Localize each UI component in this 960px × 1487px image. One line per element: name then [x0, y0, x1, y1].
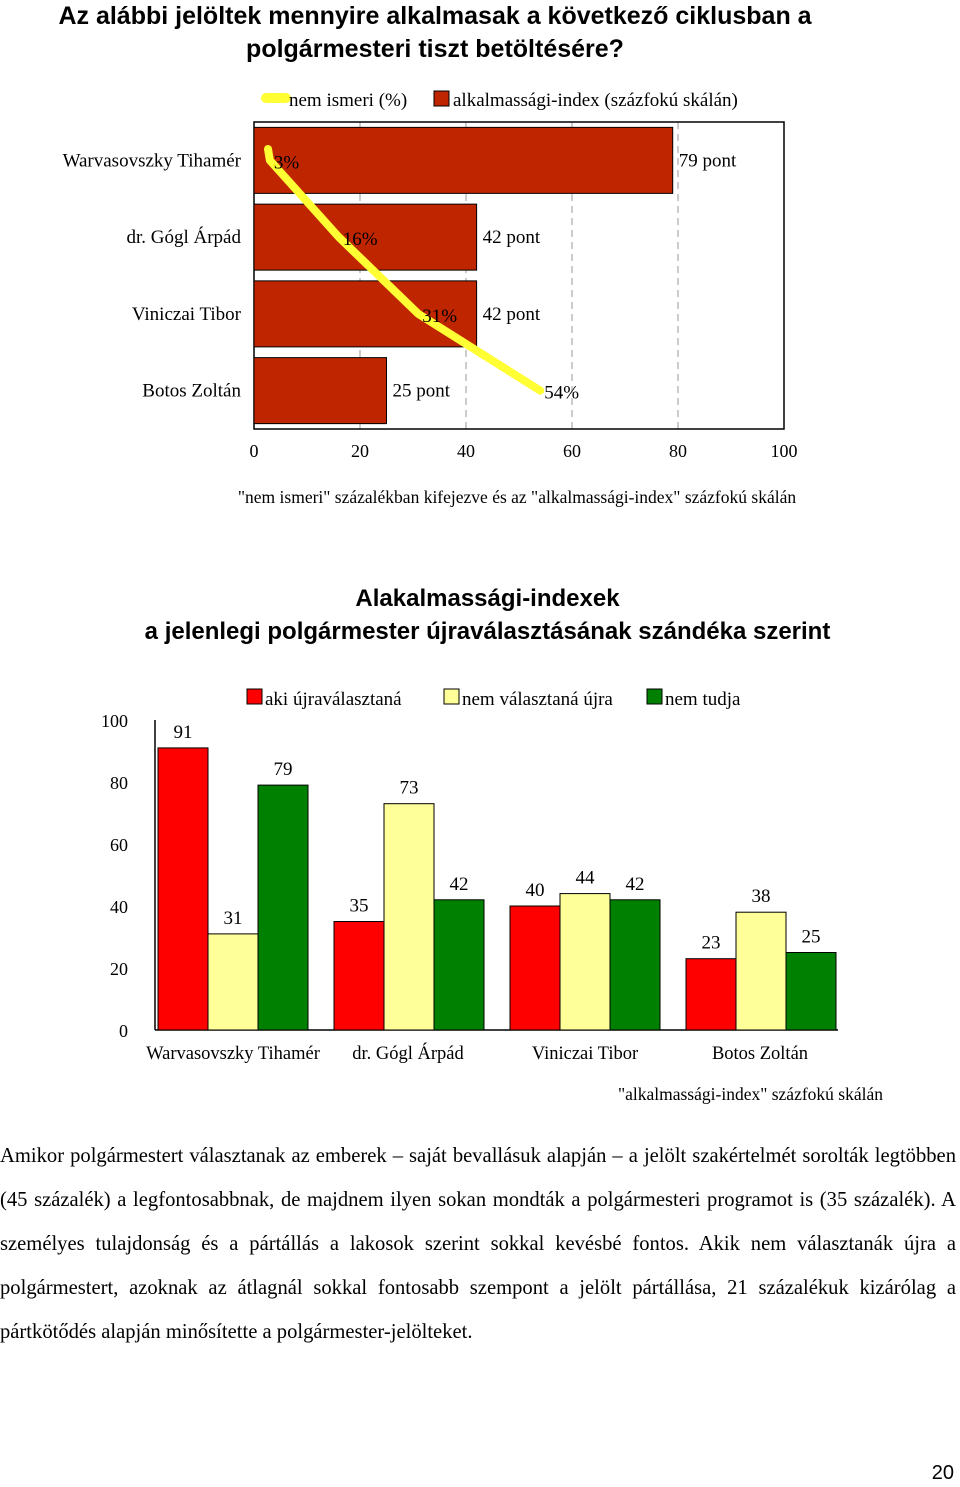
- chart2-title-line2: a jelenlegi polgármester újraválasztásának szándéka szerint: [144, 618, 831, 645]
- category-label-2: Viniczai Tibor: [131, 303, 241, 325]
- page-number: 20: [931, 1462, 954, 1484]
- y-tick-20: 20: [110, 959, 128, 979]
- value-label-g2-s1: 44: [575, 867, 595, 889]
- chart2-note: "alkalmassági-index" százfokú skálán: [617, 1084, 883, 1104]
- y-tick-0: 0: [119, 1021, 128, 1041]
- legend-swatch-nem-tudja: [647, 689, 662, 704]
- value-label-g3-s2: 25: [801, 926, 821, 948]
- chart1-legend: [266, 90, 738, 111]
- category-label-1: dr. Gógl Árpád: [126, 227, 241, 249]
- bar-g1-s2: [434, 900, 484, 1030]
- x-tick-20: 20: [351, 441, 369, 461]
- index-bar-3: [254, 358, 387, 424]
- x-tick-80: 80: [669, 441, 687, 461]
- value-label-g0-s1: 31: [223, 907, 243, 929]
- nem-label-3: 54%: [544, 382, 580, 404]
- bar-g3-s2: [786, 953, 836, 1031]
- x-tick-60: 60: [563, 441, 581, 461]
- body-paragraph: Amikor polgármestert választanak az emberek – saját bevallásuk alapján – a jelölt szakértelmét sorolták legtöbben (45 százalék) a legfontosabbnak, de majdnem ilyen sokan mondták a polgármesteri programot is (35 százalék). A személyes tulajdonság és a pártállás a lakosok szerint sokkal kevésbé fontos. Akik nem választanák újra a polgármestert, azoknak az átlagnál sokkal fontosabb szempont a jelölt pártállása, 21 százalékuk kizárólag a pártkötődés alapján minősítette a polgármester-jelölteket.: [0, 1145, 956, 1343]
- legend-label-ujravalasztana: aki újraválasztaná: [265, 689, 402, 710]
- chart2-y-ticks: [101, 711, 128, 1041]
- y-tick-40: 40: [110, 897, 128, 917]
- legend-swatch-ujravalasztana: [247, 689, 262, 704]
- value-label-g3-s0: 23: [701, 932, 721, 954]
- nem-label-1: 16%: [342, 229, 378, 251]
- value-label-g0-s2: 79: [273, 759, 293, 781]
- index-label-3: 25 pont: [392, 380, 451, 402]
- chart2-title-line1: Alakalmassági-indexek: [355, 585, 620, 612]
- value-label-g1-s2: 42: [449, 873, 469, 895]
- nem-label-0: 3%: [273, 152, 300, 174]
- index-bar-0: [254, 127, 673, 193]
- x-tick-0: 0: [249, 441, 259, 461]
- bar-g2-s0: [510, 906, 560, 1030]
- legend-label-alkalmassagi: alkalmassági-index (százfokú skálán): [453, 90, 738, 111]
- chart1-category-labels: [63, 150, 242, 401]
- index-label-2: 42 pont: [482, 303, 541, 325]
- chart1-title: Az alábbi jelöltek mennyire alkalmasak a következő ciklusban a polgármesteri tiszt betöltésére?: [58, 2, 812, 63]
- chart2-title: [0, 582, 960, 648]
- chart2-bars: [158, 748, 836, 1030]
- category-label-3: Botos Zoltán: [142, 380, 241, 402]
- chart2-category-2: Viniczai Tibor: [531, 1044, 639, 1064]
- chart2-category-1: dr. Gógl Árpád: [352, 1044, 464, 1064]
- bar-g0-s1: [208, 934, 258, 1030]
- value-label-g2-s2: 42: [625, 873, 645, 895]
- chart1-candidate-fitness: [0, 0, 960, 520]
- chart2-legend: [247, 689, 741, 710]
- legend-label-nem-ismeri: nem ismeri (%): [289, 90, 408, 111]
- y-tick-100: 100: [101, 711, 128, 731]
- value-label-g1-s1: 73: [399, 777, 419, 799]
- y-tick-60: 60: [110, 835, 128, 855]
- bar-g0-s2: [258, 785, 308, 1030]
- index-label-1: 42 pont: [482, 227, 541, 249]
- value-label-g0-s0: 91: [173, 721, 193, 743]
- chart2-reelection-indices: [0, 670, 960, 1110]
- bar-g2-s1: [560, 894, 610, 1030]
- category-label-0: Warvasovszky Tihamér: [62, 150, 241, 172]
- nem-label-2: 31%: [422, 305, 458, 327]
- index-label-0: 79 pont: [678, 150, 737, 172]
- bar-g1-s0: [334, 922, 384, 1031]
- legend-label-nem-valasztana: nem választaná újra: [462, 689, 613, 710]
- chart1-bars: [254, 127, 673, 423]
- legend-label-nem-tudja: nem tudja: [665, 689, 741, 710]
- y-tick-80: 80: [110, 773, 128, 793]
- x-tick-100: 100: [770, 441, 798, 461]
- bar-g2-s2: [610, 900, 660, 1030]
- x-tick-40: 40: [457, 441, 475, 461]
- chart2-category-labels: [146, 1042, 808, 1064]
- value-label-g1-s0: 35: [349, 895, 369, 917]
- chart1-x-axis-label: "nem ismeri" százalékban kifejezve és az "alkalmassági-index" százfokú skálán: [237, 487, 797, 507]
- value-label-g3-s1: 38: [751, 886, 771, 908]
- legend-swatch-alkalmassagi: [434, 91, 449, 106]
- chart2-category-3: Botos Zoltán: [711, 1044, 809, 1064]
- bar-g1-s1: [384, 804, 434, 1030]
- chart1-x-ticks: [250, 441, 798, 461]
- value-label-g2-s0: 40: [525, 880, 545, 901]
- bar-g3-s0: [686, 959, 736, 1030]
- bar-g3-s1: [736, 912, 786, 1030]
- bar-g0-s0: [158, 748, 208, 1030]
- chart2-category-0: Warvasovszky Tihamér: [146, 1044, 320, 1064]
- legend-swatch-nem-valasztana: [444, 689, 459, 704]
